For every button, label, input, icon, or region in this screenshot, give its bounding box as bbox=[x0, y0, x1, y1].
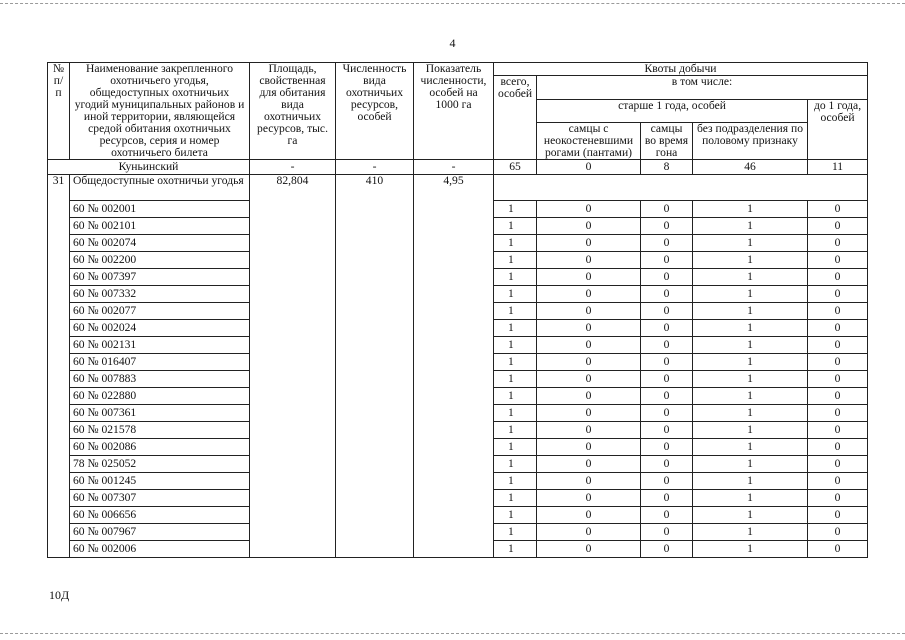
quota-total: 1 bbox=[494, 218, 537, 235]
quota-males-season: 0 bbox=[641, 524, 693, 541]
quota-under1: 0 bbox=[808, 439, 868, 456]
quota-males-season: 0 bbox=[641, 439, 693, 456]
ticket-number: 60 № 002001 bbox=[70, 201, 250, 218]
group-index: 4,95 bbox=[414, 175, 494, 558]
quota-total: 1 bbox=[494, 303, 537, 320]
summary-males-season: 8 bbox=[641, 160, 693, 175]
quota-males-antlers: 0 bbox=[537, 473, 641, 490]
ticket-number: 60 № 007361 bbox=[70, 405, 250, 422]
quota-under1: 0 bbox=[808, 337, 868, 354]
quota-males-antlers: 0 bbox=[537, 524, 641, 541]
quota-total: 1 bbox=[494, 439, 537, 456]
quota-males-antlers: 0 bbox=[537, 337, 641, 354]
quota-males-antlers: 0 bbox=[537, 201, 641, 218]
quota-males-season: 0 bbox=[641, 388, 693, 405]
quota-no-sex: 1 bbox=[693, 235, 808, 252]
ticket-number: 60 № 007883 bbox=[70, 371, 250, 388]
quota-males-antlers: 0 bbox=[537, 405, 641, 422]
quota-males-season: 0 bbox=[641, 354, 693, 371]
quota-males-antlers: 0 bbox=[537, 269, 641, 286]
quota-no-sex: 1 bbox=[693, 269, 808, 286]
quota-table bbox=[47, 62, 868, 558]
ticket-number: 60 № 002101 bbox=[70, 218, 250, 235]
header-name: Наименование закрепленного охотничьего угодья, общедоступных охотничьих угодий муниципальных районов и иной территории, являющейся средой обитания охотничьих ресурсов, серия и номер охотничьего билета bbox=[70, 63, 250, 160]
header-older: старше 1 года, особей bbox=[537, 99, 808, 123]
quota-males-season: 0 bbox=[641, 303, 693, 320]
quota-no-sex: 1 bbox=[693, 405, 808, 422]
ticket-number: 60 № 002006 bbox=[70, 541, 250, 558]
quota-total: 1 bbox=[494, 405, 537, 422]
quota-no-sex: 1 bbox=[693, 388, 808, 405]
ticket-number: 60 № 007307 bbox=[70, 490, 250, 507]
quota-under1: 0 bbox=[808, 371, 868, 388]
quota-under1: 0 bbox=[808, 218, 868, 235]
summary-name: Куньинский bbox=[48, 160, 250, 175]
quota-total: 1 bbox=[494, 252, 537, 269]
quota-males-season: 0 bbox=[641, 235, 693, 252]
ticket-number: 60 № 002131 bbox=[70, 337, 250, 354]
quota-no-sex: 1 bbox=[693, 303, 808, 320]
footer-code: 10Д bbox=[49, 588, 70, 602]
summary-total: 65 bbox=[494, 160, 537, 175]
quota-total: 1 bbox=[494, 354, 537, 371]
ticket-number: 60 № 007397 bbox=[70, 269, 250, 286]
quota-under1: 0 bbox=[808, 235, 868, 252]
quota-males-antlers: 0 bbox=[537, 252, 641, 269]
quota-total: 1 bbox=[494, 337, 537, 354]
group-quota-blank bbox=[494, 175, 868, 201]
ticket-number: 60 № 002024 bbox=[70, 320, 250, 337]
header-males-season: самцы во время гона bbox=[641, 123, 693, 160]
quota-total: 1 bbox=[494, 286, 537, 303]
quota-males-season: 0 bbox=[641, 405, 693, 422]
group-name: Общедоступные охотничьи угодья bbox=[70, 175, 250, 201]
quota-males-antlers: 0 bbox=[537, 235, 641, 252]
header-index: Показатель численности, особей на 1000 га bbox=[414, 63, 494, 160]
scan-top-edge bbox=[0, 3, 905, 4]
quota-total: 1 bbox=[494, 473, 537, 490]
quota-males-season: 0 bbox=[641, 201, 693, 218]
quota-under1: 0 bbox=[808, 286, 868, 303]
header-males-antlers: самцы с неокостеневшими рогами (пантами) bbox=[537, 123, 641, 160]
quota-males-season: 0 bbox=[641, 456, 693, 473]
summary-no-sex: 46 bbox=[693, 160, 808, 175]
quota-under1: 0 bbox=[808, 252, 868, 269]
summary-area: - bbox=[250, 160, 336, 175]
quota-total: 1 bbox=[494, 269, 537, 286]
ticket-number: 60 № 002074 bbox=[70, 235, 250, 252]
ticket-number: 60 № 002077 bbox=[70, 303, 250, 320]
quota-under1: 0 bbox=[808, 541, 868, 558]
quota-males-season: 0 bbox=[641, 218, 693, 235]
ticket-number: 60 № 016407 bbox=[70, 354, 250, 371]
quota-males-season: 0 bbox=[641, 507, 693, 524]
quota-males-season: 0 bbox=[641, 422, 693, 439]
header-quotas: Квоты добычи bbox=[494, 63, 868, 76]
quota-total: 1 bbox=[494, 388, 537, 405]
quota-total: 1 bbox=[494, 456, 537, 473]
ticket-number: 60 № 006656 bbox=[70, 507, 250, 524]
quota-total: 1 bbox=[494, 235, 537, 252]
quota-no-sex: 1 bbox=[693, 507, 808, 524]
quota-total: 1 bbox=[494, 201, 537, 218]
page-number: 4 bbox=[449, 36, 456, 50]
header-including: в том числе: bbox=[537, 76, 868, 100]
quota-no-sex: 1 bbox=[693, 422, 808, 439]
summary-row bbox=[48, 160, 868, 175]
quota-no-sex: 1 bbox=[693, 218, 808, 235]
header-under1: до 1 года, особей bbox=[808, 99, 868, 160]
header-total: всего, особей bbox=[494, 76, 537, 160]
quota-under1: 0 bbox=[808, 456, 868, 473]
quota-males-antlers: 0 bbox=[537, 354, 641, 371]
summary-count: - bbox=[336, 160, 414, 175]
quota-under1: 0 bbox=[808, 405, 868, 422]
group-row bbox=[48, 175, 868, 201]
quota-males-season: 0 bbox=[641, 490, 693, 507]
group-num: 31 bbox=[48, 175, 70, 558]
quota-males-antlers: 0 bbox=[537, 507, 641, 524]
quota-no-sex: 1 bbox=[693, 201, 808, 218]
quota-males-antlers: 0 bbox=[537, 439, 641, 456]
ticket-number: 78 № 025052 bbox=[70, 456, 250, 473]
quota-no-sex: 1 bbox=[693, 541, 808, 558]
group-area: 82,804 bbox=[250, 175, 336, 558]
quota-total: 1 bbox=[494, 541, 537, 558]
quota-under1: 0 bbox=[808, 269, 868, 286]
quota-no-sex: 1 bbox=[693, 456, 808, 473]
ticket-number: 60 № 007967 bbox=[70, 524, 250, 541]
ticket-number: 60 № 022880 bbox=[70, 388, 250, 405]
quota-total: 1 bbox=[494, 490, 537, 507]
quota-no-sex: 1 bbox=[693, 524, 808, 541]
quota-males-antlers: 0 bbox=[537, 286, 641, 303]
quota-males-antlers: 0 bbox=[537, 490, 641, 507]
ticket-number: 60 № 001245 bbox=[70, 473, 250, 490]
quota-under1: 0 bbox=[808, 490, 868, 507]
quota-males-antlers: 0 bbox=[537, 218, 641, 235]
quota-no-sex: 1 bbox=[693, 473, 808, 490]
quota-males-antlers: 0 bbox=[537, 303, 641, 320]
quota-males-season: 0 bbox=[641, 337, 693, 354]
quota-no-sex: 1 bbox=[693, 354, 808, 371]
summary-under1: 11 bbox=[808, 160, 868, 175]
quota-no-sex: 1 bbox=[693, 320, 808, 337]
quota-no-sex: 1 bbox=[693, 490, 808, 507]
quota-total: 1 bbox=[494, 524, 537, 541]
group-count: 410 bbox=[336, 175, 414, 558]
quota-no-sex: 1 bbox=[693, 286, 808, 303]
quota-males-antlers: 0 bbox=[537, 541, 641, 558]
quota-males-season: 0 bbox=[641, 286, 693, 303]
quota-males-antlers: 0 bbox=[537, 388, 641, 405]
quota-no-sex: 1 bbox=[693, 371, 808, 388]
quota-under1: 0 bbox=[808, 473, 868, 490]
summary-males-antlers: 0 bbox=[537, 160, 641, 175]
quota-no-sex: 1 bbox=[693, 252, 808, 269]
quota-males-season: 0 bbox=[641, 371, 693, 388]
quota-males-season: 0 bbox=[641, 269, 693, 286]
header-count: Численность вида охотничьих ресурсов, особей bbox=[336, 63, 414, 160]
quota-no-sex: 1 bbox=[693, 337, 808, 354]
quota-males-season: 0 bbox=[641, 252, 693, 269]
quota-under1: 0 bbox=[808, 201, 868, 218]
quota-under1: 0 bbox=[808, 422, 868, 439]
scan-bottom-edge bbox=[0, 633, 905, 634]
quota-under1: 0 bbox=[808, 320, 868, 337]
ticket-number: 60 № 007332 bbox=[70, 286, 250, 303]
quota-total: 1 bbox=[494, 507, 537, 524]
quota-males-antlers: 0 bbox=[537, 371, 641, 388]
header-area: Площадь, свойственная для обитания вида охотничьих ресурсов, тыс. га bbox=[250, 63, 336, 160]
quota-males-antlers: 0 bbox=[537, 320, 641, 337]
quota-males-season: 0 bbox=[641, 320, 693, 337]
quota-no-sex: 1 bbox=[693, 439, 808, 456]
ticket-number: 60 № 002086 bbox=[70, 439, 250, 456]
quota-total: 1 bbox=[494, 320, 537, 337]
quota-under1: 0 bbox=[808, 388, 868, 405]
quota-males-season: 0 bbox=[641, 473, 693, 490]
quota-total: 1 bbox=[494, 371, 537, 388]
ticket-number: 60 № 021578 bbox=[70, 422, 250, 439]
quota-under1: 0 bbox=[808, 354, 868, 371]
quota-total: 1 bbox=[494, 422, 537, 439]
ticket-number: 60 № 002200 bbox=[70, 252, 250, 269]
quota-males-antlers: 0 bbox=[537, 456, 641, 473]
summary-index: - bbox=[414, 160, 494, 175]
header-no-sex: без подразделения по половому признаку bbox=[693, 123, 808, 160]
quota-males-antlers: 0 bbox=[537, 422, 641, 439]
quota-under1: 0 bbox=[808, 303, 868, 320]
quota-males-season: 0 bbox=[641, 541, 693, 558]
quota-under1: 0 bbox=[808, 524, 868, 541]
header-num: № п/п bbox=[48, 63, 70, 160]
quota-under1: 0 bbox=[808, 507, 868, 524]
